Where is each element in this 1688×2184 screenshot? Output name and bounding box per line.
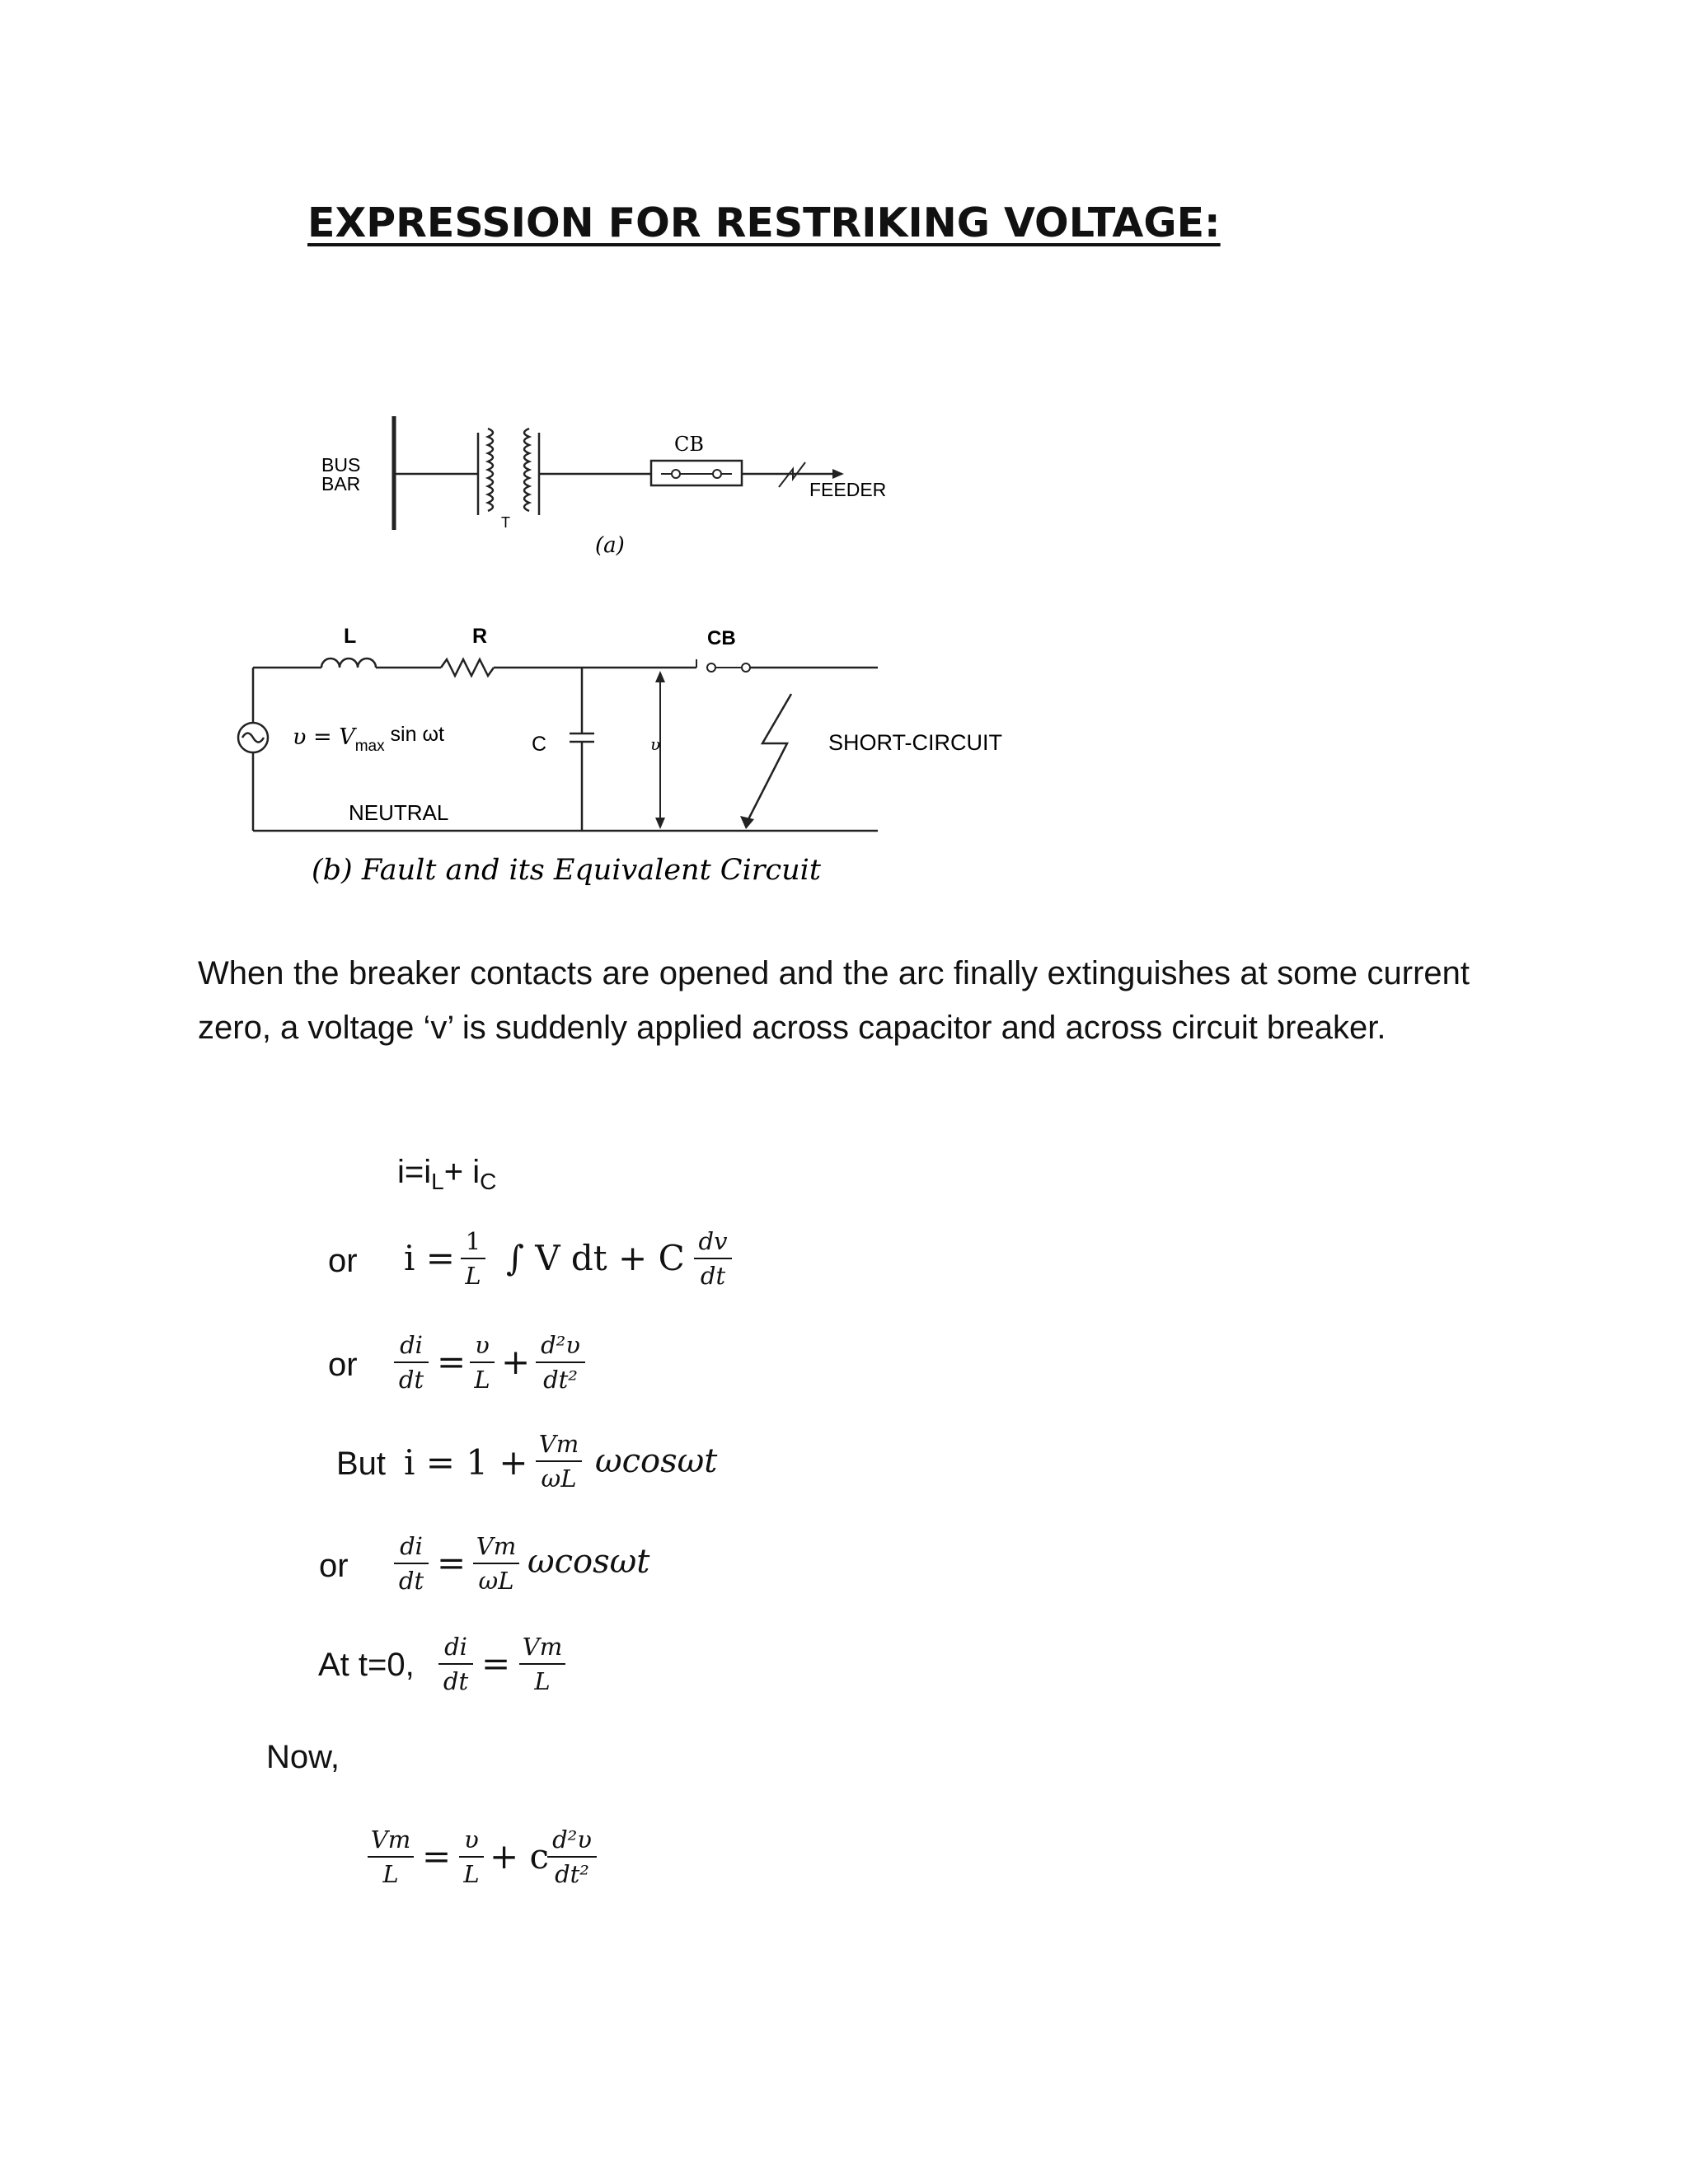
- bus-bar-label-2: BAR: [321, 473, 361, 494]
- equation-4-fraction: Vm ωL: [536, 1429, 582, 1493]
- page-title: EXPRESSION FOR RESTRIKING VOLTAGE:: [307, 199, 1221, 246]
- equation-4-lhs: i = 1 +: [404, 1442, 528, 1483]
- figure-a-single-line-diagram: [305, 408, 931, 573]
- equation-6-fraction-2: Vm L: [519, 1632, 565, 1696]
- equation-3-plus: +: [501, 1342, 531, 1382]
- short-circuit-fault-icon: [746, 694, 791, 824]
- figure-b-caption: (b) Fault and its Equivalent Circuit: [312, 854, 821, 887]
- breaker-contact-b1: [707, 663, 715, 672]
- equation-5-fraction-2: Vm ωL: [473, 1531, 519, 1596]
- equation-3-equals: =: [437, 1342, 467, 1382]
- breaker-contact-b2: [742, 663, 750, 672]
- equation-5-fraction-1: di dt: [394, 1531, 429, 1596]
- feeder-label: FEEDER: [809, 479, 887, 500]
- equation-7-plus: + c: [490, 1836, 550, 1877]
- voltage-arrow-head-up: [655, 671, 665, 682]
- transformer-label: T: [501, 514, 510, 531]
- transformer-secondary-winding: [524, 429, 529, 511]
- figure-b-equivalent-circuit: [202, 618, 1100, 898]
- equation-4-rhs: ωcosωt: [595, 1442, 718, 1480]
- equation-7-equals: =: [422, 1836, 452, 1877]
- cb-label-b: CB: [707, 627, 736, 649]
- equation-7-fraction-3: d²υ dt²: [547, 1825, 597, 1889]
- body-paragraph: When the breaker contacts are opened and the arc finally extinguishes at some current zero, a voltage ‘v’ is suddenly applied across capacitor and across circuit breaker.: [198, 955, 1470, 1046]
- equation-5-rhs: ωcosωt: [528, 1543, 650, 1581]
- feeder-arrow: [832, 469, 844, 479]
- equation-7-fraction-1: Vm L: [368, 1825, 414, 1889]
- equation-6-prefix: At t=0,: [318, 1647, 415, 1683]
- equation-7-fraction-2: υ L: [459, 1825, 484, 1889]
- capacitor-label: C: [532, 733, 547, 756]
- equation-3-fraction-1: di dt: [394, 1330, 429, 1394]
- resistor: [441, 659, 494, 676]
- bus-bar-label: BUS: [321, 454, 361, 476]
- transformer-primary-winding: [488, 429, 493, 511]
- short-circuit-label: SHORT-CIRCUIT: [828, 730, 1003, 755]
- breaker-contact: [672, 470, 680, 478]
- now-label: Now,: [266, 1739, 340, 1775]
- equation-5-prefix: or: [319, 1548, 349, 1584]
- breaker-contact-2: [713, 470, 721, 478]
- inductor-label: L: [344, 625, 357, 648]
- equation-3-fraction-3: d²υ dt²: [536, 1330, 585, 1394]
- equation-2-fraction-2: dv dt: [694, 1226, 732, 1291]
- equation-5-equals: =: [437, 1543, 467, 1583]
- equation-6-fraction-1: di dt: [438, 1632, 473, 1696]
- short-circuit-arrow-head: [740, 816, 754, 829]
- cb-label: CB: [674, 433, 704, 456]
- figure-a-caption: (a): [595, 533, 625, 558]
- equation-current-sum: $i=i_L+ i_C$: [397, 1154, 497, 1194]
- source-equation: $\upsilon = V_{max}$ sin ωt: [293, 723, 444, 755]
- equation-4-prefix: But: [336, 1446, 387, 1482]
- voltage-arrow-head-down: [655, 818, 665, 829]
- inductor: [321, 658, 376, 668]
- neutral-label: NEUTRAL: [349, 800, 449, 825]
- equation-2-fraction-1: 1 L: [461, 1226, 485, 1291]
- equation-2-integral: ∫ V dt + C: [506, 1238, 685, 1278]
- voltage-label: υ: [650, 734, 661, 754]
- equation-3-prefix: or: [328, 1347, 358, 1383]
- equation-2-lhs: i =: [404, 1238, 455, 1278]
- equation-2-prefix: or: [328, 1243, 358, 1279]
- equation-6-equals: =: [481, 1643, 511, 1684]
- resistor-label: R: [472, 625, 488, 648]
- equation-3-fraction-2: υ L: [470, 1330, 495, 1394]
